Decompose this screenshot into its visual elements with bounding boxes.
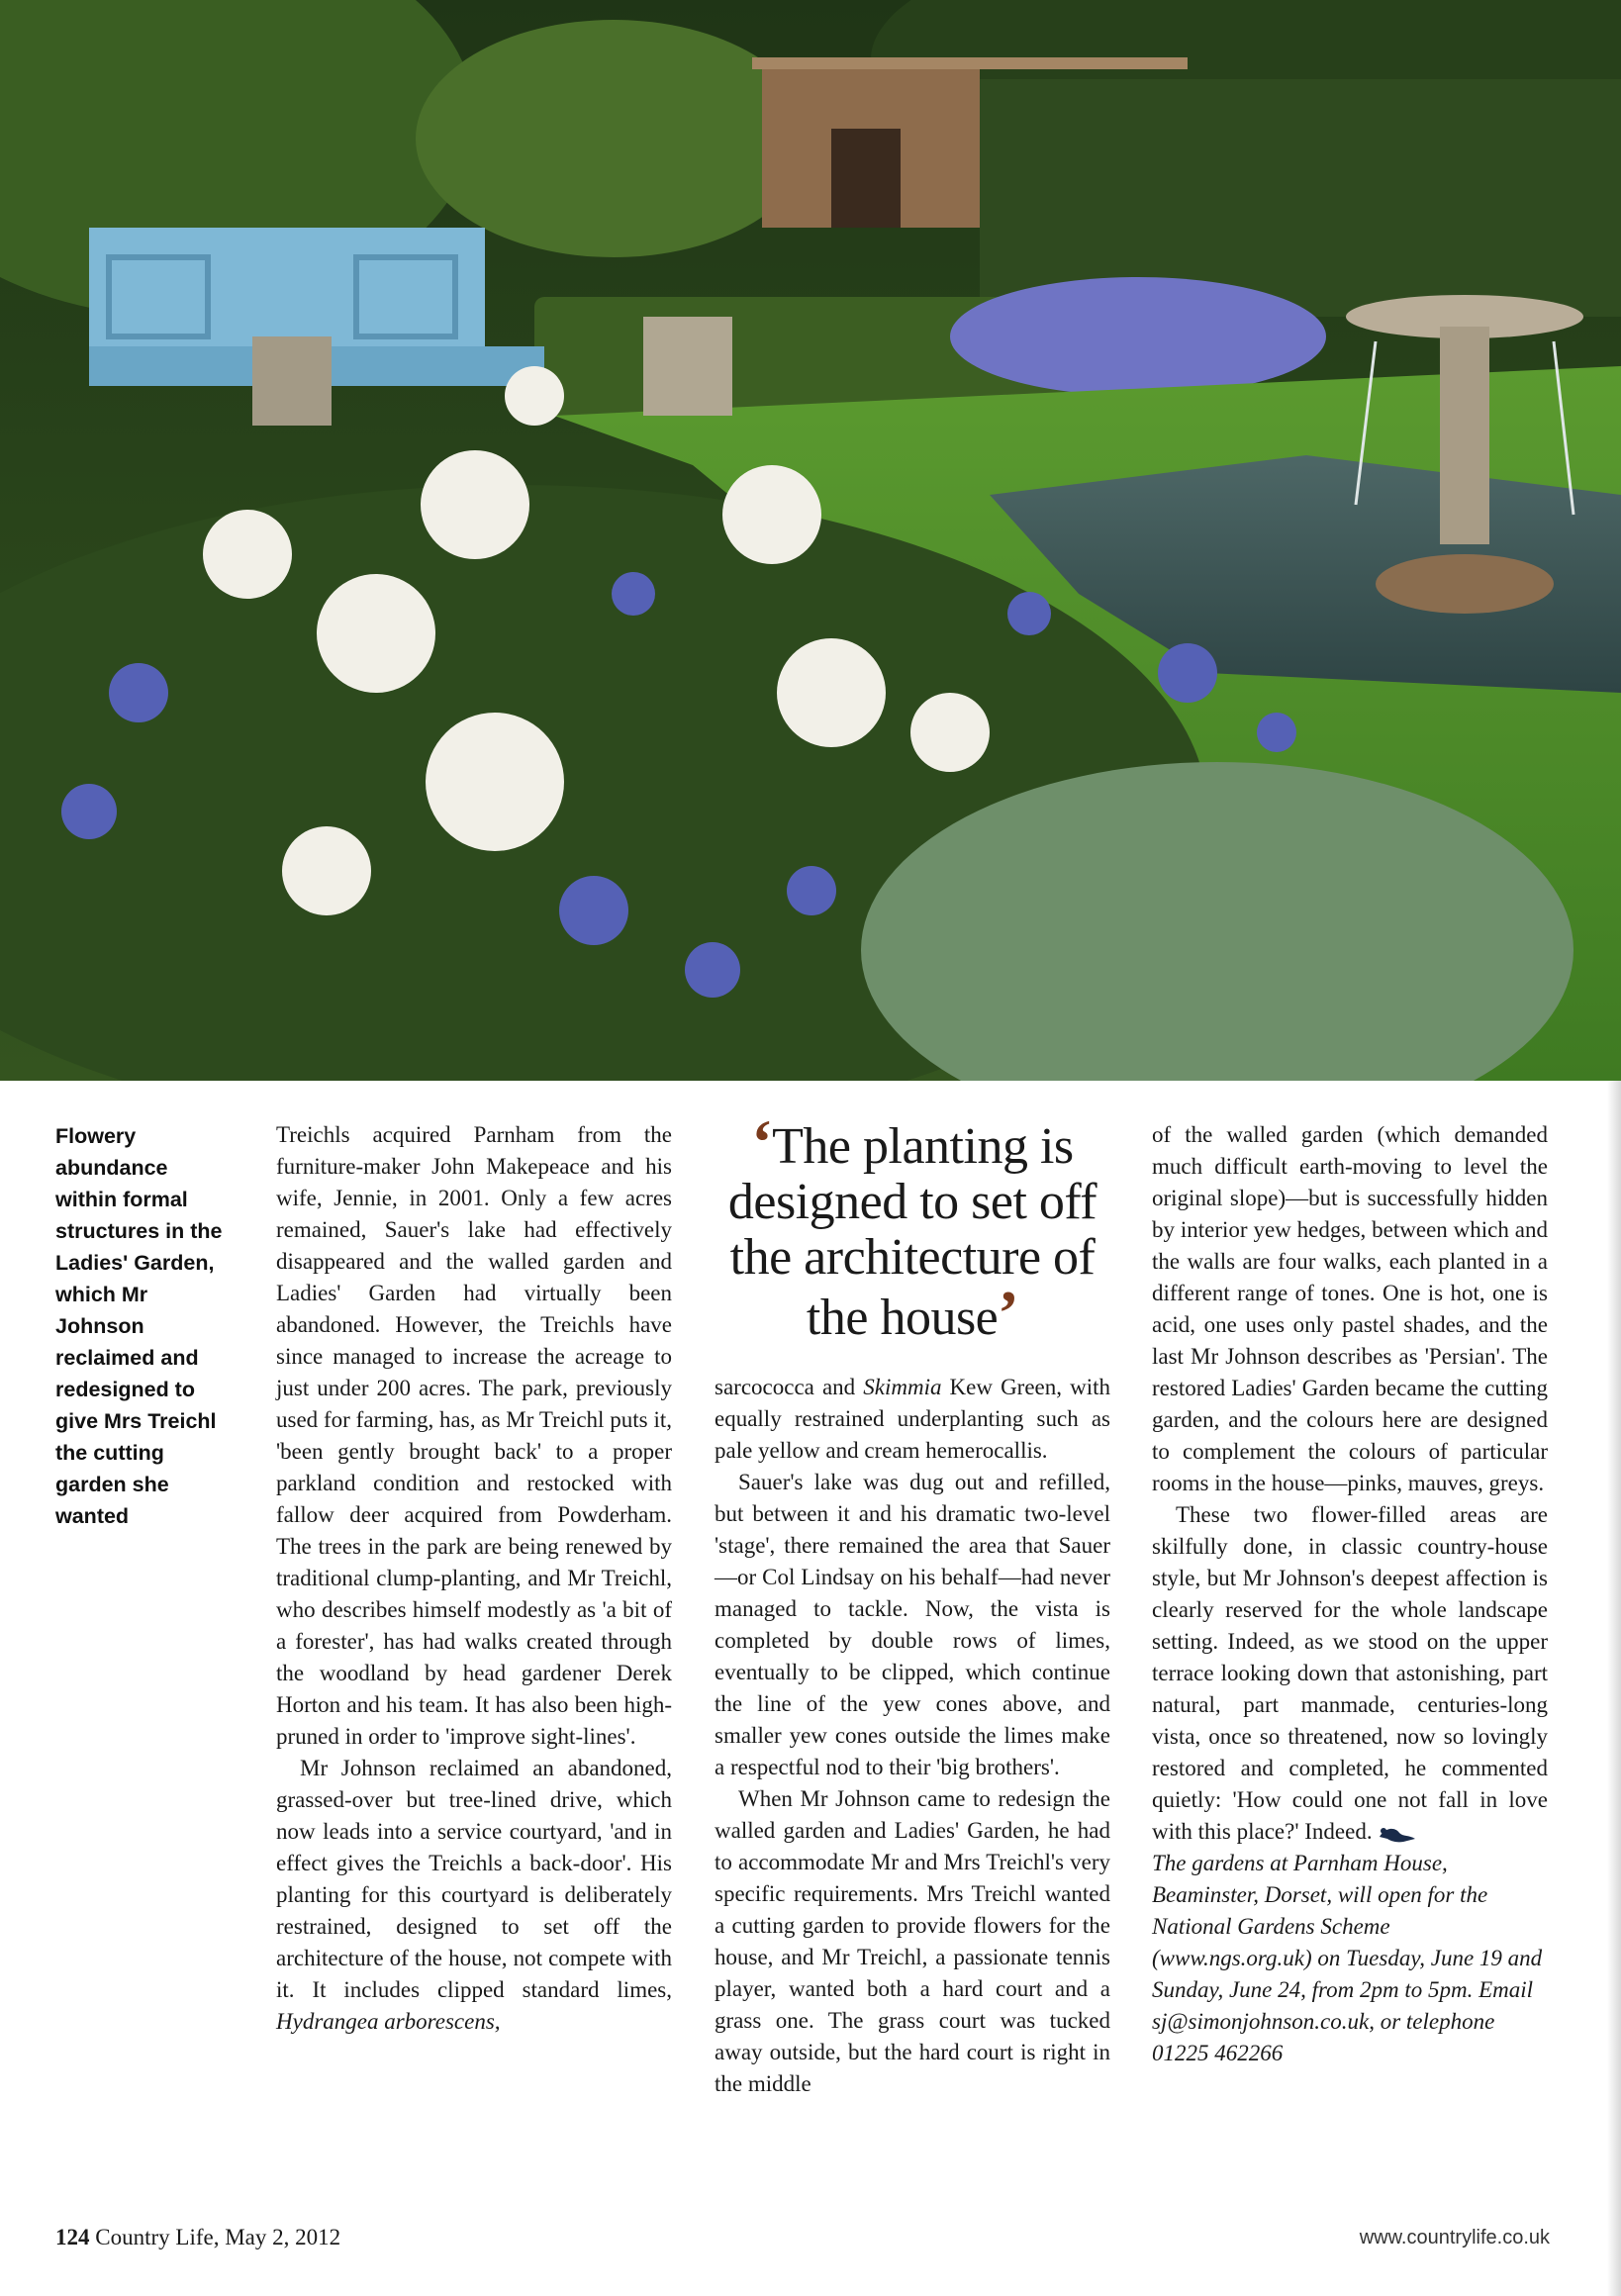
- garden-photo-illustration: [0, 0, 1621, 1081]
- close-quote-mark: ’: [998, 1278, 1019, 1348]
- column2-paragraph-1-text-b: Kew Green, with equally restrained underplanting such as pale yellow and cream hemerocallis.: [715, 1375, 1110, 1463]
- column1-paragraph-2-text: Mr Johnson reclaimed an abandoned, grassed-over but tree-lined drive, which now leads into a service courtyard, 'and in effect gives the Treichls a back-door'. His planting for this courtyard is deliberately restrained, designed to set off the architecture of the house, not compete with it. It includes clipped standard limes,: [276, 1756, 672, 2002]
- column2-paragraph-2: Sauer's lake was dug out and refilled, but between it and his dramatic two-level 'stage', there remained the area that Sauer—or Col Lindsay on his behalf—had never managed to tackle. Now, the vista is completed by double rows of limes, eventually to be clipped, which continue the line of the yew cones above, and smaller yew cones outside the limes make a respectful nod to their 'big brothers'.: [715, 1470, 1110, 1779]
- peacock-end-mark-icon: [1378, 1823, 1417, 1845]
- column2-paragraph-1-text-a: sarcococca and: [715, 1375, 864, 1399]
- species-name-hydrangea: Hydrangea arborescens,: [276, 2009, 501, 2034]
- column2-paragraph-1: [715, 1372, 1110, 1467]
- open-quote-mark: ‘: [751, 1106, 773, 1177]
- column3-paragraph-2-text: These two flower-filled areas are skilfully done, in classic country-house style, but Mr Johnson's deepest affection is clearly reserved for the whole landscape setting. Indeed, as we stood on the upper terrace looking down that astonishing, part natural, part manmade, centuries-long vista, once so threatened, now so lovingly restored and completed, he commented quietly: 'How could one not fall in love with this place?' Indeed.: [1152, 1502, 1548, 1844]
- column3-paragraph-2: [1152, 1499, 1548, 1848]
- stone-urn: [643, 317, 732, 416]
- doorway: [831, 129, 901, 228]
- garden-photo: [0, 0, 1621, 1081]
- column2-paragraph-3: When Mr Johnson came to redesign the walled garden and Ladies' Garden, he had to accommodate Mr and Mrs Treichl's very specific requirements. Mrs Treichl wanted a cutting garden to provide flowers for the house, and Mr Treichl, a passionate tennis player, wanted both a hard court and a grass one. The grass court was tucked away outside, but the hard court is right in the middle: [715, 1786, 1110, 2096]
- article-column-1: [276, 1119, 672, 2038]
- article-column-3: [1152, 1119, 1548, 2069]
- opening-times-note: The gardens at Parnham House, Beaminster, Dorset, will open for the National Gardens Scheme (www.ngs.org.uk) on Tuesday, June 19 and Sunday, June 24, from 2pm to 5pm. Email sj@simonjohnson.co.uk, or telephone 01225 462266: [1152, 1851, 1543, 2065]
- publication-date: Country Life, May 2, 2012: [95, 2225, 341, 2249]
- column1-paragraph-2: [276, 1753, 672, 2038]
- pull-quote: [715, 1106, 1110, 1348]
- page-folio: [55, 2225, 340, 2250]
- page-number: 124: [55, 2225, 90, 2249]
- website-url: www.countrylife.co.uk: [1359, 2227, 1550, 2248]
- column1-paragraph-1: Treichls acquired Parnham from the furniture-maker John Makepeace and his wife, Jennie, in 2001. Only a few acres remained, Sauer's lake had effectively disappeared and the walled garden and Ladies' Garden had virtually been abandoned. However, the Treichls have since managed to increase the acreage to just under 200 acres. The park, previously used for farming, has, as Mr Treichl puts it, 'been gently brought back' to a proper parkland condition and restocked with fallow deer acquired from Powderham. The trees in the park are being renewed by traditional clump-planting, and Mr Treichl, who describes himself modestly as 'a bit of a forester', has had walks created through the woodland by head gardener Derek Horton and his team. It has also been high-pruned in order to 'improve sight-lines'.: [276, 1122, 672, 1749]
- column3-paragraph-1: of the walled garden (which demanded much difficult earth-moving to level the original slope)—but is successfully hidden by interior yew hedges, between which and the walls are four walks, each planted in a different range of tones. One is hot, one is acid, one uses only pastel shades, and the last Mr Johnson describes as 'Persian'. The restored Ladies' Garden became the cutting garden, and the colours here are designed to complement the colours of particular rooms in the house—pinks, mauves, greys.: [1152, 1122, 1548, 1495]
- page-edge-shadow: [1607, 1081, 1621, 2296]
- photo-caption: Flowery abundance within formal structures in the Ladies' Garden, which Mr Johnson reclaimed and redesigned to give Mrs Treichl the cutting garden she wanted: [55, 1124, 223, 1528]
- catmint-border: [950, 277, 1326, 396]
- pull-quote-text: The planting is designed to set off the architecture of the house: [727, 1118, 1097, 1346]
- species-name-skimmia: Skimmia: [863, 1375, 942, 1399]
- article-column-2: [715, 1372, 1110, 2100]
